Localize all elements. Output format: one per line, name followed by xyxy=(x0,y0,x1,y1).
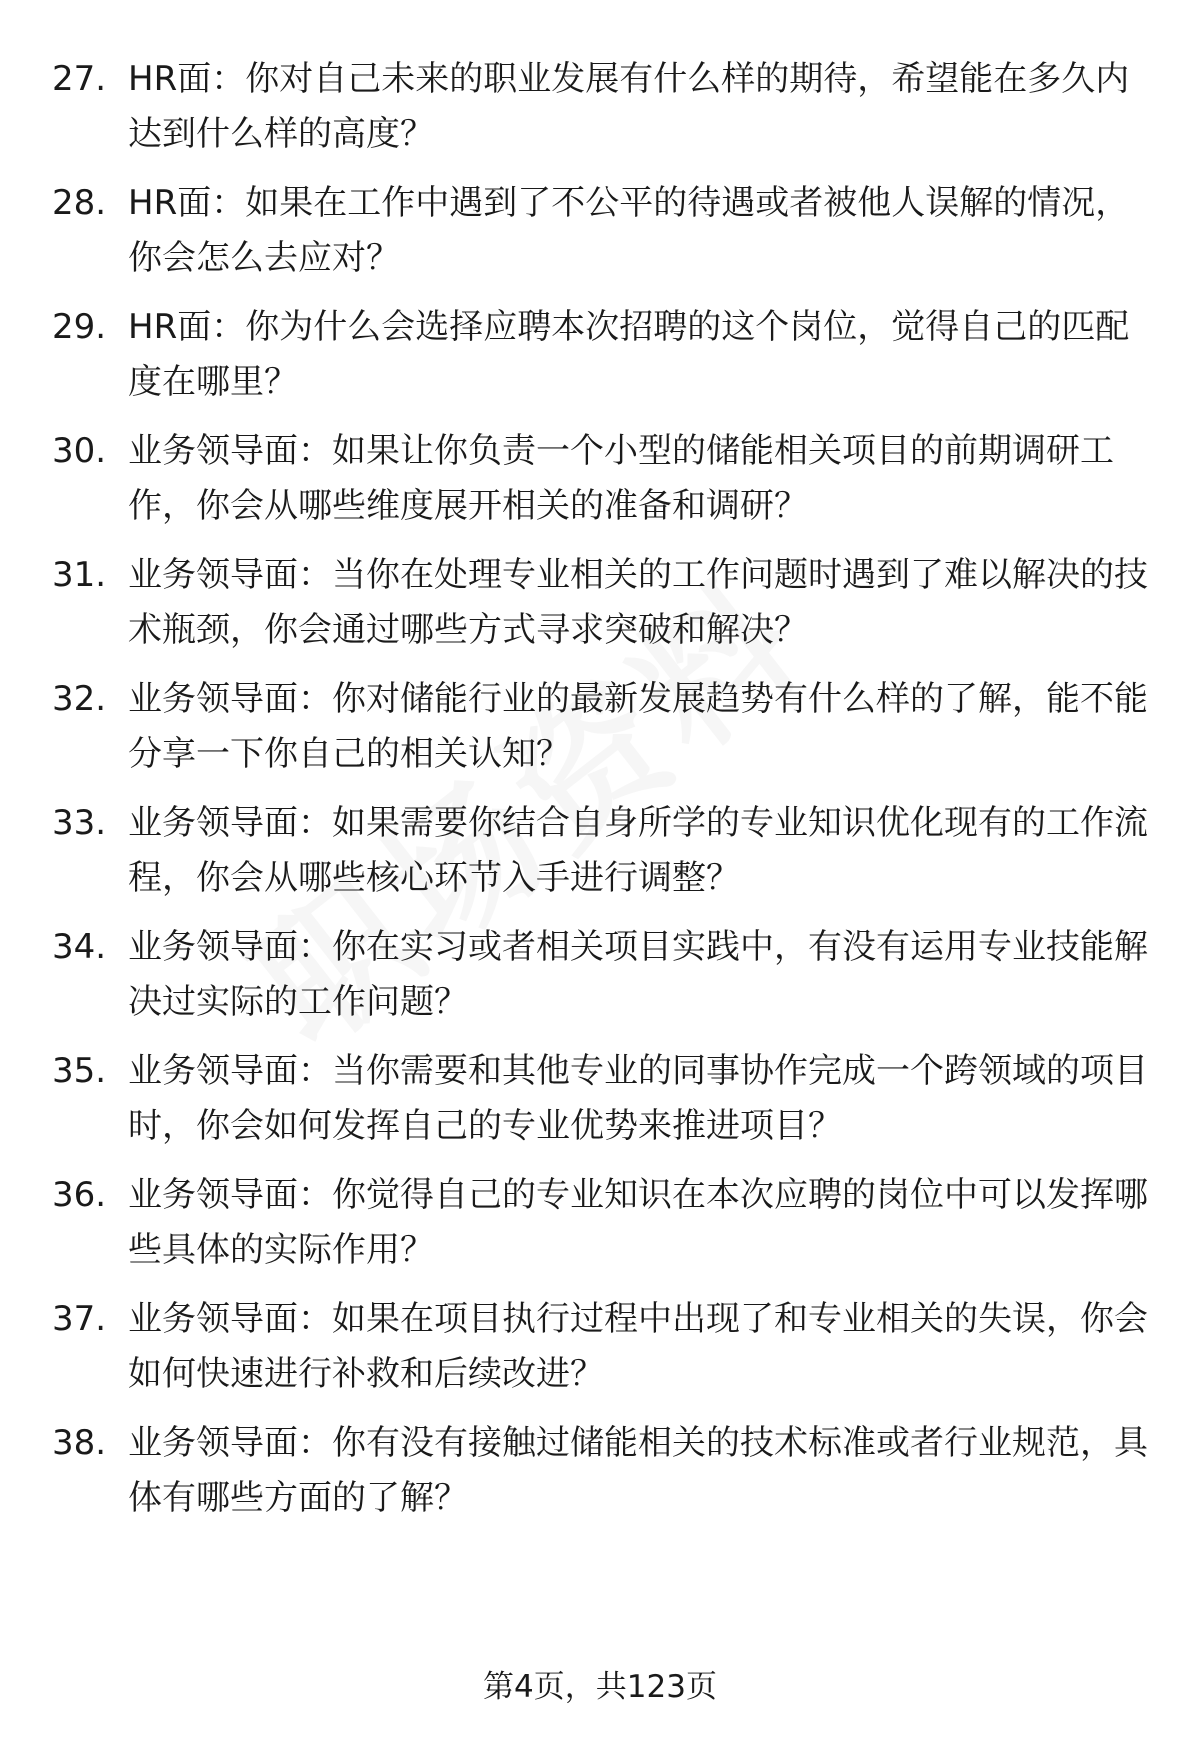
question-item xyxy=(0,1416,1200,1526)
question-number: 29. xyxy=(52,307,107,347)
question-item xyxy=(0,52,1200,162)
page-number-label: 第4页，共123页 xyxy=(483,1669,717,1705)
question-number: 38. xyxy=(52,1423,107,1463)
question-number: 35. xyxy=(52,1051,107,1091)
question-item xyxy=(0,672,1200,782)
question-text: HR面：你对自己未来的职业发展有什么样的期待，希望能在多久内达到什么样的高度？ xyxy=(128,59,1130,154)
question-text: HR面：如果在工作中遇到了不公平的待遇或者被他人误解的情况，你会怎么去应对？ xyxy=(128,183,1130,278)
question-text: 业务领导面：你有没有接触过储能相关的技术标准或者行业规范，具体有哪些方面的了解？ xyxy=(128,1423,1148,1518)
question-item xyxy=(0,1292,1200,1402)
question-item xyxy=(0,1044,1200,1154)
question-item xyxy=(0,796,1200,906)
question-text: 业务领导面：如果需要你结合自身所学的专业知识优化现有的工作流程，你会从哪些核心环节入手进行调整？ xyxy=(128,803,1148,898)
question-number: 37. xyxy=(52,1299,107,1339)
question-number: 30. xyxy=(52,431,107,471)
question-item xyxy=(0,920,1200,1030)
question-number: 33. xyxy=(52,803,107,843)
question-number: 28. xyxy=(52,183,107,223)
question-text: 业务领导面：如果让你负责一个小型的储能相关项目的前期调研工作，你会从哪些维度展开相关的准备和调研？ xyxy=(128,431,1114,526)
question-item xyxy=(0,424,1200,534)
page-footer xyxy=(0,1665,1200,1709)
question-text: 业务领导面：当你需要和其他专业的同事协作完成一个跨领域的项目时，你会如何发挥自己的专业优势来推进项目？ xyxy=(128,1051,1148,1146)
question-text: 业务领导面：你在实习或者相关项目实践中，有没有运用专业技能解决过实际的工作问题？ xyxy=(128,927,1148,1022)
question-text: 业务领导面：你觉得自己的专业知识在本次应聘的岗位中可以发挥哪些具体的实际作用？ xyxy=(128,1175,1148,1270)
question-text: 业务领导面：你对储能行业的最新发展趋势有什么样的了解，能不能分享一下你自己的相关认知？ xyxy=(128,679,1148,774)
question-number: 36. xyxy=(52,1175,107,1215)
question-item xyxy=(0,300,1200,410)
question-number: 32. xyxy=(52,679,107,719)
question-item xyxy=(0,1168,1200,1278)
question-number: 31. xyxy=(52,555,107,595)
question-text: 业务领导面：当你在处理专业相关的工作问题时遇到了难以解决的技术瓶颈，你会通过哪些方式寻求突破和解决？ xyxy=(128,555,1148,650)
question-number: 27. xyxy=(52,59,107,99)
question-item xyxy=(0,176,1200,286)
question-item xyxy=(0,548,1200,658)
question-text: 业务领导面：如果在项目执行过程中出现了和专业相关的失误，你会如何快速进行补救和后续改进？ xyxy=(128,1299,1148,1394)
question-number: 34. xyxy=(52,927,107,967)
question-text: HR面：你为什么会选择应聘本次招聘的这个岗位，觉得自己的匹配度在哪里？ xyxy=(128,307,1130,402)
